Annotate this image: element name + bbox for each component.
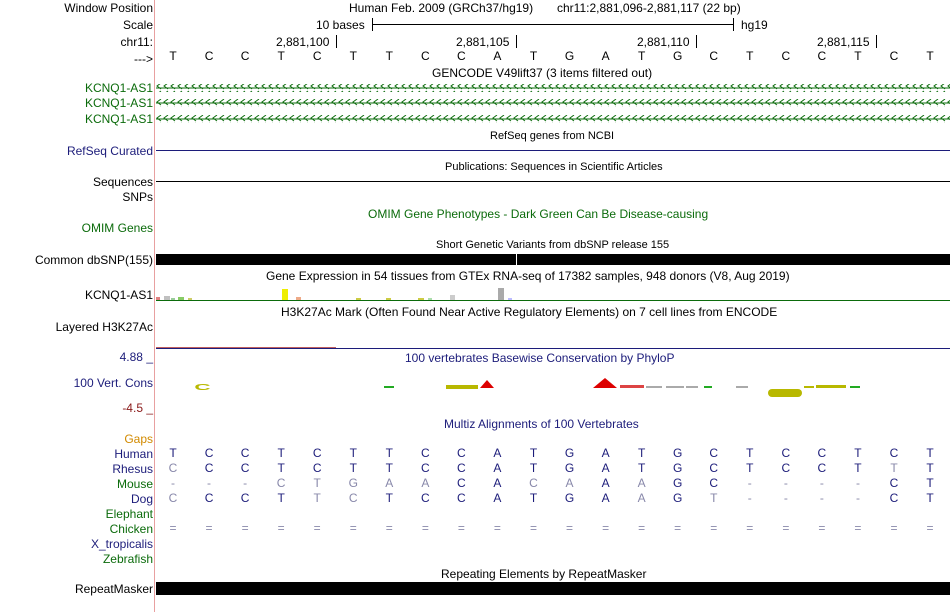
dog-base-4: T: [277, 491, 285, 505]
phylop-min-label: -4.5 _: [122, 401, 153, 415]
rhesus-base-5: C: [312, 461, 322, 475]
phylop-conservation-logo[interactable]: [156, 374, 950, 404]
mouse-base-5: T: [313, 476, 321, 490]
mouse-base-18: -: [783, 476, 788, 490]
base-7: T: [385, 49, 393, 63]
dbsnp-variant-bar-2[interactable]: [517, 254, 950, 265]
species-human-label[interactable]: Human: [114, 447, 153, 461]
mouse-base-10: A: [493, 476, 502, 490]
rhesus-base-2: C: [204, 461, 214, 475]
human-base-7: T: [385, 446, 393, 460]
tick-mark-2: [516, 35, 517, 48]
mouse-base-14: A: [637, 476, 646, 490]
rhesus-base-19: C: [817, 461, 827, 475]
base-10: A: [493, 49, 502, 63]
base-2: C: [204, 49, 214, 63]
human-base-18: C: [781, 446, 791, 460]
mouse-base-17: -: [747, 476, 752, 490]
mouse-base-20: -: [855, 476, 860, 490]
rhesus-base-13: A: [601, 461, 610, 475]
base-17: T: [746, 49, 754, 63]
chicken-base-14: =: [638, 521, 646, 535]
chicken-base-21: =: [890, 521, 898, 535]
cons-label[interactable]: 100 Vert. Cons: [73, 376, 153, 390]
chicken-base-16: =: [710, 521, 718, 535]
scale-db-text: hg19: [741, 18, 768, 32]
human-base-2: C: [204, 446, 214, 460]
human-base-1: T: [169, 446, 177, 460]
dog-base-1: C: [168, 491, 178, 505]
dog-base-20: -: [855, 491, 860, 505]
rhesus-base-21: T: [890, 461, 898, 475]
mouse-base-8: A: [421, 476, 430, 490]
position-tick-1: 2,881,100: [276, 35, 330, 49]
dog-base-15: G: [673, 491, 683, 505]
human-base-3: C: [240, 446, 250, 460]
chicken-base-4: =: [277, 521, 285, 535]
chicken-base-2: =: [205, 521, 213, 535]
dbsnp-label[interactable]: Common dbSNP(155): [34, 253, 153, 267]
gencode-label-1[interactable]: KCNQ1-AS1: [84, 81, 153, 95]
base-6: T: [349, 49, 357, 63]
gencode-transcript-2: [156, 99, 950, 107]
tick-mark-1: [336, 35, 337, 48]
chicken-base-10: =: [493, 521, 501, 535]
base-21: C: [889, 49, 899, 63]
species-elephant-label[interactable]: Elephant: [105, 507, 153, 521]
gencode-transcripts[interactable]: [156, 82, 950, 128]
dog-base-9: C: [457, 491, 466, 505]
chicken-base-15: =: [674, 521, 682, 535]
phylop-max-label: 4.88 _: [119, 350, 153, 364]
human-base-10: A: [493, 446, 502, 460]
human-base-15: G: [673, 446, 683, 460]
repeatmasker-element-bar[interactable]: [156, 582, 950, 595]
base-4: T: [277, 49, 285, 63]
base-14: T: [637, 49, 646, 63]
human-base-11: T: [529, 446, 538, 460]
mouse-base-15: G: [673, 476, 683, 490]
chicken-base-9: =: [457, 521, 465, 535]
rhesus-base-11: T: [529, 461, 538, 475]
repeat-track-title[interactable]: Repeating Elements by RepeatMasker: [441, 567, 647, 581]
dog-base-21: C: [889, 491, 899, 505]
chicken-base-22: =: [926, 521, 934, 535]
human-base-14: T: [637, 446, 646, 460]
dog-base-11: T: [529, 491, 538, 505]
mouse-base-13: A: [601, 476, 610, 490]
gtex-expression-bars[interactable]: [156, 286, 950, 302]
rhesus-base-10: A: [493, 461, 502, 475]
mouse-base-2: -: [207, 476, 212, 490]
position-tick-4: 2,881,115: [817, 35, 870, 49]
label-separator: [154, 0, 155, 612]
human-base-22: T: [926, 446, 934, 460]
omim-track-title[interactable]: OMIM Gene Phenotypes - Dark Green Can Be Disease-causing: [368, 207, 709, 221]
scale-bar-right-tick: [733, 18, 734, 31]
chicken-base-5: =: [313, 521, 321, 535]
human-base-20: T: [854, 446, 862, 460]
chicken-base-17: =: [746, 521, 754, 535]
human-base-6: T: [349, 446, 357, 460]
base-12: G: [564, 49, 575, 63]
omim-label[interactable]: OMIM Genes: [81, 221, 153, 235]
phylop-track-title[interactable]: 100 vertebrates Basewise Conservation by PhyloP: [405, 351, 675, 365]
h3k27ac-track-title[interactable]: H3K27Ac Mark (Often Found Near Active Regulatory Elements) on 7 cell lines from ENCODE: [281, 305, 778, 319]
base-5: C: [312, 49, 322, 63]
repeatmasker-label[interactable]: RepeatMasker: [74, 582, 153, 596]
dog-base-6: C: [348, 491, 358, 505]
snps-label[interactable]: SNPs: [122, 190, 153, 204]
gencode-label-2[interactable]: KCNQ1-AS1: [84, 96, 153, 110]
rhesus-base-3: C: [240, 461, 250, 475]
rhesus-base-15: G: [673, 461, 683, 475]
refseq-track-title[interactable]: RefSeq genes from NCBI: [490, 130, 615, 142]
rhesus-base-9: C: [457, 461, 466, 475]
sequences-label[interactable]: Sequences: [92, 175, 153, 189]
h3k27ac-baseline: [156, 348, 950, 349]
dog-base-5: T: [313, 491, 321, 505]
human-base-8: C: [421, 446, 430, 460]
chr-label: chr11:: [120, 35, 153, 49]
mouse-base-7: A: [385, 476, 394, 490]
scale-bar: [372, 24, 734, 25]
mouse-base-11: C: [529, 476, 538, 490]
rhesus-base-4: T: [277, 461, 285, 475]
rhesus-base-14: T: [637, 461, 646, 475]
position-text: chr11:2,881,096-2,881,117 (22 bp): [557, 1, 741, 15]
strand-label: --->: [134, 52, 153, 66]
rhesus-base-7: T: [385, 461, 393, 475]
chicken-base-7: =: [385, 521, 393, 535]
base-3: C: [240, 49, 250, 63]
species-dog-label[interactable]: Dog: [130, 492, 153, 506]
scale-label: Scale: [122, 18, 153, 32]
chicken-base-13: =: [602, 521, 610, 535]
base-13: A: [601, 49, 610, 63]
scale-bases-text: 10 bases: [316, 18, 365, 32]
tick-mark-4: [876, 35, 877, 48]
h3k27ac-label[interactable]: Layered H3K27Ac: [55, 320, 153, 334]
human-base-17: T: [746, 446, 754, 460]
position-tick-3: 2,881,110: [637, 35, 690, 49]
rhesus-base-20: T: [854, 461, 862, 475]
species-xtropicalis-label[interactable]: X_tropicalis: [90, 537, 153, 551]
chicken-base-20: =: [854, 521, 862, 535]
chicken-base-11: =: [529, 521, 537, 535]
dog-base-16: T: [710, 491, 718, 505]
dog-base-8: C: [421, 491, 430, 505]
mouse-base-4: C: [276, 476, 286, 490]
human-base-16: C: [709, 446, 719, 460]
chicken-base-12: =: [566, 521, 574, 535]
gtex-label[interactable]: KCNQ1-AS1: [84, 288, 153, 302]
pubs-track-title[interactable]: Publications: Sequences in Scientific Articles: [445, 161, 663, 173]
base-20: T: [854, 49, 862, 63]
pubs-sequence-line[interactable]: [156, 181, 950, 182]
dog-base-13: A: [601, 491, 610, 505]
base-19: C: [817, 49, 827, 63]
tick-mark-3: [696, 35, 697, 48]
human-base-19: C: [817, 446, 827, 460]
mouse-base-6: G: [348, 476, 358, 490]
h3k27ac-signal[interactable]: [156, 347, 336, 348]
chicken-base-19: =: [818, 521, 826, 535]
rhesus-base-17: T: [746, 461, 754, 475]
base-18: C: [781, 49, 791, 63]
gencode-track-title[interactable]: GENCODE V49lift37 (3 items filtered out): [432, 66, 653, 80]
mouse-base-19: -: [819, 476, 824, 490]
refseq-gene-line[interactable]: [156, 150, 950, 151]
window-position-label: Window Position: [64, 1, 153, 15]
human-base-4: T: [277, 446, 285, 460]
base-15: G: [673, 49, 683, 63]
scale-bar-left-tick: [372, 18, 373, 31]
gencode-label-3[interactable]: KCNQ1-AS1: [84, 112, 153, 126]
rhesus-base-1: C: [168, 461, 178, 475]
chicken-base-1: =: [169, 521, 177, 535]
dog-base-14: A: [637, 491, 646, 505]
mouse-base-16: C: [709, 476, 719, 490]
multiz-track-title[interactable]: Multiz Alignments of 100 Vertebrates: [444, 417, 639, 431]
dog-base-12: G: [564, 491, 575, 505]
dog-base-10: A: [493, 491, 502, 505]
mouse-base-9: C: [457, 476, 466, 490]
human-base-13: A: [601, 446, 610, 460]
gaps-label[interactable]: Gaps: [124, 432, 153, 446]
species-chicken-label[interactable]: Chicken: [109, 522, 153, 536]
mouse-base-12: A: [565, 476, 574, 490]
species-zebrafish-label[interactable]: Zebrafish: [102, 552, 153, 566]
base-22: T: [926, 49, 934, 63]
human-base-21: C: [889, 446, 899, 460]
dog-base-7: T: [385, 491, 393, 505]
dbsnp-variant-bar-1[interactable]: [156, 254, 516, 265]
mouse-base-21: C: [889, 476, 899, 490]
rhesus-base-6: T: [349, 461, 357, 475]
gtex-track-title[interactable]: Gene Expression in 54 tissues from GTEx RNA-seq of 17382 samples, 948 donors (V8, Aug 2019): [266, 269, 790, 283]
mouse-base-22: T: [926, 476, 934, 490]
species-rhesus-label[interactable]: Rhesus: [112, 462, 153, 476]
chicken-base-3: =: [241, 521, 249, 535]
svg-text:C: C: [194, 382, 211, 393]
rhesus-base-8: C: [421, 461, 430, 475]
rhesus-base-18: C: [781, 461, 791, 475]
mouse-base-3: -: [243, 476, 248, 490]
gencode-transcript-1: [156, 84, 950, 92]
chicken-base-6: =: [349, 521, 357, 535]
gencode-transcript-3: [156, 115, 950, 123]
base-1: T: [169, 49, 177, 63]
dog-base-17: -: [747, 491, 752, 505]
rhesus-base-16: C: [709, 461, 719, 475]
chicken-base-8: =: [421, 521, 429, 535]
chicken-base-18: =: [782, 521, 790, 535]
position-tick-2: 2,881,105: [456, 35, 510, 49]
dog-base-18: -: [783, 491, 788, 505]
base-9: C: [457, 49, 466, 63]
species-mouse-label[interactable]: Mouse: [116, 477, 153, 491]
human-base-12: G: [564, 446, 575, 460]
base-16: C: [709, 49, 719, 63]
base-11: T: [529, 49, 538, 63]
dog-base-2: C: [204, 491, 214, 505]
dog-base-22: T: [926, 491, 934, 505]
human-base-9: C: [457, 446, 466, 460]
mouse-base-1: -: [171, 476, 175, 490]
base-8: C: [421, 49, 430, 63]
rhesus-base-22: T: [926, 461, 934, 475]
rhesus-base-12: G: [564, 461, 575, 475]
dog-base-3: C: [240, 491, 250, 505]
dbsnp-track-title[interactable]: Short Genetic Variants from dbSNP release 155: [436, 239, 670, 251]
refseq-label[interactable]: RefSeq Curated: [66, 144, 153, 158]
assembly-text: Human Feb. 2009 (GRCh37/hg19): [349, 1, 534, 15]
dog-base-19: -: [819, 491, 824, 505]
human-base-5: C: [312, 446, 322, 460]
